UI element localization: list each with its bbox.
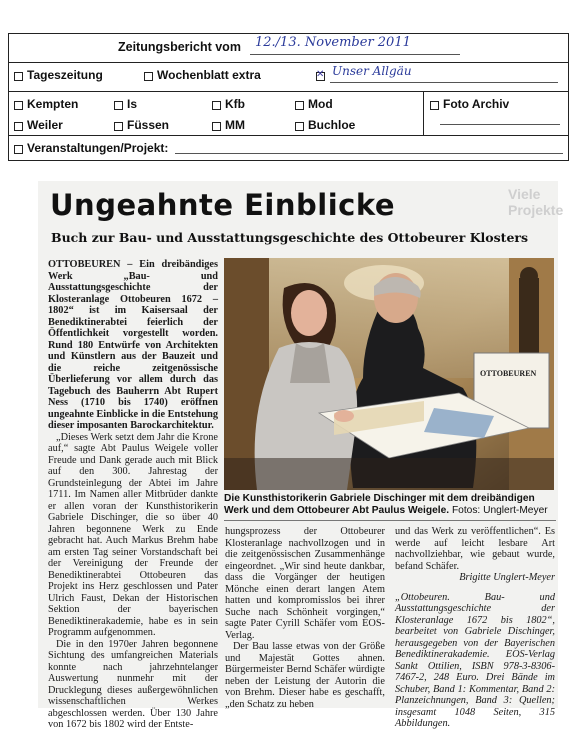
mm-label: MM — [225, 118, 245, 132]
photo-credit: Fotos: Unglert-Meyer — [451, 505, 548, 516]
article-paragraph: Der Bau lasse etwas von der Größe und Majestät Gottes ahnen. Bürgermeister Bernd Schäfer würdigte neben der Leistung der Autorin die von Brehm. Dieser habe es geschafft, „den Schatz zu heben — [225, 641, 385, 710]
tageszeitung-checkbox[interactable] — [14, 72, 23, 81]
form-divider — [9, 62, 568, 63]
kfb-label: Kfb — [225, 97, 245, 111]
other-paper-checkbox[interactable] — [316, 72, 325, 81]
form-divider — [9, 91, 568, 92]
kfb-checkbox[interactable] — [212, 101, 221, 110]
buchloe-label: Buchloe — [308, 118, 356, 132]
ghost-heading: Viele Projekte — [508, 186, 564, 218]
report-label: Zeitungsbericht vom — [118, 40, 241, 54]
mod-label: Mod — [308, 97, 333, 111]
article-paragraph: „Dieses Werk setzt dem Jahr die Krone auf,“ sagte Abt Paulus Weigele voller Freude und Dank gerade auch mit Blick auf den 300. Jahrestag der Grundsteinlegung der Abtei im Jahre 1711. Im Namen aller Mitbrüder dankte er allen voran der Kunsthistorikerin Gabriele Dischinger, die so über 40 Jahren begonnene Werk zu Ende gebracht hat. Auch Markus Brehm habe am ersten Tag seiner Vorstandschaft bei der Vereinigung der Freunde der Benediktinerabtei Ottobeuren das Projekt ins Herz geschlossen und Pater Ulrich Faust, Dekan der Historischen Sektion der bayerischen Benediktinerakademie, habe es in sein Programm aufgenommen. — [48, 431, 218, 638]
article-photo — [224, 258, 554, 490]
handwritten-paper-name: Unser Allgäu — [332, 64, 412, 78]
article-paragraph: hungsprozess der Ottobeurer Klosteranlage nachvollzogen und in die zeitgenössischen Zusammenhänge eingeordnet. „Wir sind heute dankbar, dass die Vorgänger der heutigen Mönche einen derart langen Atem hatten und kompromisslos bei ihrer Suche nach Schönheit vorgingen,“ sagte Pater Cyrill Schäfer vom EOS-Verlag. — [225, 526, 385, 641]
fuessen-checkbox[interactable] — [114, 122, 123, 131]
foto-archiv-checkbox[interactable] — [430, 101, 439, 110]
mm-checkbox[interactable] — [212, 122, 221, 131]
article-lead: OTTOBEUREN – Ein dreibändiges Werk „Bau- und Ausstattungsgeschichte der Klosteranlage Ottobeuren 1672 – 1802“ ist im Kaisersaal der Benediktinerabtei feierlich der Öffentlichkeit vorgestellt worden. Rund 180 Entwürfe von Architekten und Künstlern aus der Bauzeit und die reiche zeitgenössische Überlieferung vor allem durch das Tagebuch des Bauherrn Abt Rupert Ness (1710 bis 1740) eröffnen ungeahnte Einblicke in die Entstehung dieser imposanten Barockarchitektur. — [48, 259, 218, 431]
buchloe-checkbox[interactable] — [295, 122, 304, 131]
article-headline: Ungeahnte Einblicke — [50, 188, 396, 222]
tageszeitung-label: Tageszeitung — [27, 68, 103, 82]
book-title: OTTOBEUREN — [480, 369, 537, 378]
foto-archiv-line — [440, 124, 560, 125]
article-subheadline: Buch zur Bau- und Ausstattungsgeschichte des Ottobeurer Klosters — [51, 230, 529, 245]
book-source-info: „Ottobeuren. Bau- und Ausstattungsgeschichte der Klosteranlage 1672 bis 1802“, bearbeitet von Gabriele Dischinger, herausgegeben von der Bayerischen Benediktinerakademie. EOS-Verlag Sankt Ottilien, ISBN 978-3-8306-7467-2, 248 Euro. Drei Bände im Schuber, Band 1: Kommentar, Band 2: Planzeichnungen, Band 3: Quellen; insgesamt 1048 Seiten, 315 Abbildungen. — [395, 591, 555, 729]
foto-archiv-label: Foto Archiv — [443, 97, 510, 111]
paper-line — [330, 82, 558, 83]
kempten-checkbox[interactable] — [14, 101, 23, 110]
kempten-label: Kempten — [27, 97, 79, 111]
mod-checkbox[interactable] — [295, 101, 304, 110]
caption-text: Die Kunsthistorikerin Gabriele Dischinger mit dem dreibändigen Werk und dem Ottobeurer Abt Paulus Weigele. — [224, 493, 535, 516]
form-vertical-divider — [423, 91, 424, 135]
caption-rule — [224, 520, 556, 521]
date-line — [250, 54, 460, 55]
wochenblatt-label: Wochenblatt extra — [157, 68, 261, 82]
article-column-1 — [48, 259, 218, 730]
article-author: Brigitte Unglert-Meyer — [459, 572, 555, 583]
fuessen-label: Füssen — [127, 118, 170, 132]
is-checkbox[interactable] — [114, 101, 123, 110]
veranstaltungen-label: Veranstaltungen/Projekt: — [27, 141, 169, 155]
photo-illustration — [224, 258, 554, 490]
article-column-3 — [395, 526, 555, 729]
is-label: Is — [127, 97, 138, 111]
article-paragraph: und das Werk zu veröffentlichen“. Es werde auf leicht lesbare Art nachvollziehbar, wie gebaut wurde, befand Schäfer. — [395, 526, 555, 572]
handwritten-date: 12./13. November 2011 — [255, 35, 411, 50]
veranstaltungen-checkbox[interactable] — [14, 145, 23, 154]
form-divider — [9, 135, 568, 136]
weiler-checkbox[interactable] — [14, 122, 23, 131]
photo-caption — [224, 493, 556, 517]
veranstaltungen-line — [175, 153, 563, 154]
weiler-label: Weiler — [27, 118, 63, 132]
wochenblatt-checkbox[interactable] — [144, 72, 153, 81]
article-paragraph: Die in den 1970er Jahren begonnene Sichtung des umfangreichen Materials konnte nach jahrzehntelanger Auswertung nunmehr mit der Drucklegung dieses außergewöhnlichen wissenschaftlichen Werkes abgeschlossen werden. Über 130 Jahre von 1672 bis 1802 wird der Entste- — [48, 638, 218, 730]
article-column-2 — [225, 526, 385, 710]
